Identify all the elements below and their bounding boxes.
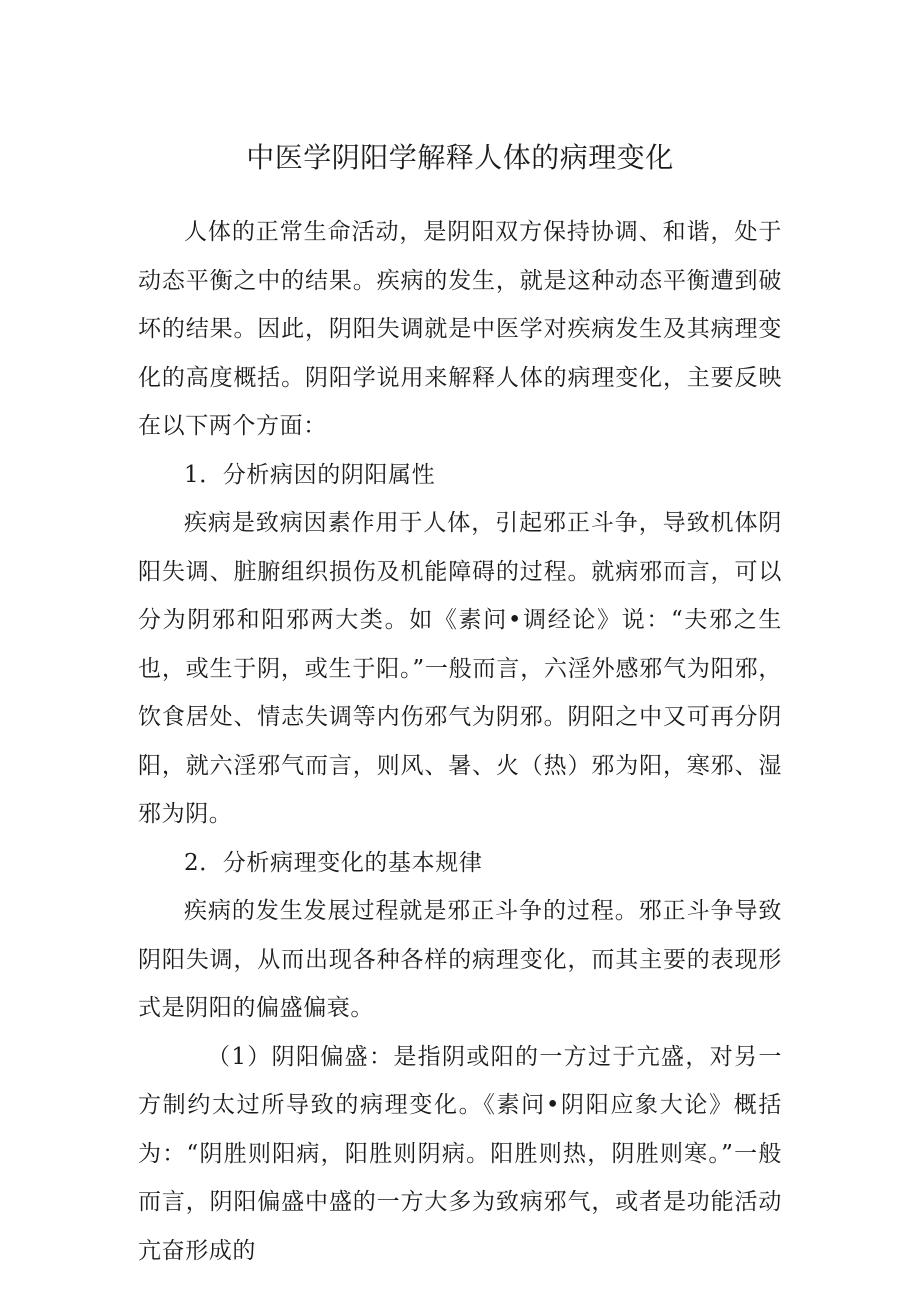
section-2-paragraph: 疾病的发生发展过程就是邪正斗争的过程。邪正斗争导致阴阳失调，从而出现各种各样的病理变化，而其主要的表现形式是阴阳的偏盛偏衰。: [138, 898, 782, 1021]
document-title: 中医学阴阳学解释人体的病理变化: [246, 141, 674, 174]
intro-paragraph: 人体的正常生命活动，是阴阳双方保持协调、和谐，处于动态平衡之中的结果。疾病的发生，就是这种动态平衡遭到破坏的结果。因此，阴阳失调就是中医学对疾病发生及其病理变化的高度概括。阴阳学说用来解释人体的病理变化，主要反映在以下两个方面：: [138, 219, 782, 439]
section-1-heading: 1．分析病因的阴阳属性: [184, 461, 436, 488]
section-1-paragraph: 疾病是致病因素作用于人体，引起邪正斗争，导致机体阴阳失调、脏腑组织损伤及机能障碍的过程。就病邪而言，可以分为阴邪和阳邪两大类。如《素问•调经论》说：“夫邪之生也，或生于阴，或生于阳。”一般而言，六淫外感邪气为阳邪，饮食居处、情志失调等内伤邪气为阴邪。阴阳之中又可再分阴阳，就六淫邪气而言，则风、暑、火（热）邪为阳，寒邪、湿邪为阴。: [138, 510, 782, 827]
section-2-heading: 2．分析病理变化的基本规律: [184, 849, 483, 876]
section-2-subsection-1-paragraph: （1）阴阳偏盛：是指阴或阳的一方过于亢盛，对另一方制约太过所导致的病理变化。《素问•阴阳应象大论》概括为：“阴胜则阳病，阳胜则阴病。阳胜则热，阴胜则寒。”一般而言，阴阳偏盛中盛的一方大多为致病邪气，或者是功能活动亢奋形成的: [138, 1043, 782, 1264]
